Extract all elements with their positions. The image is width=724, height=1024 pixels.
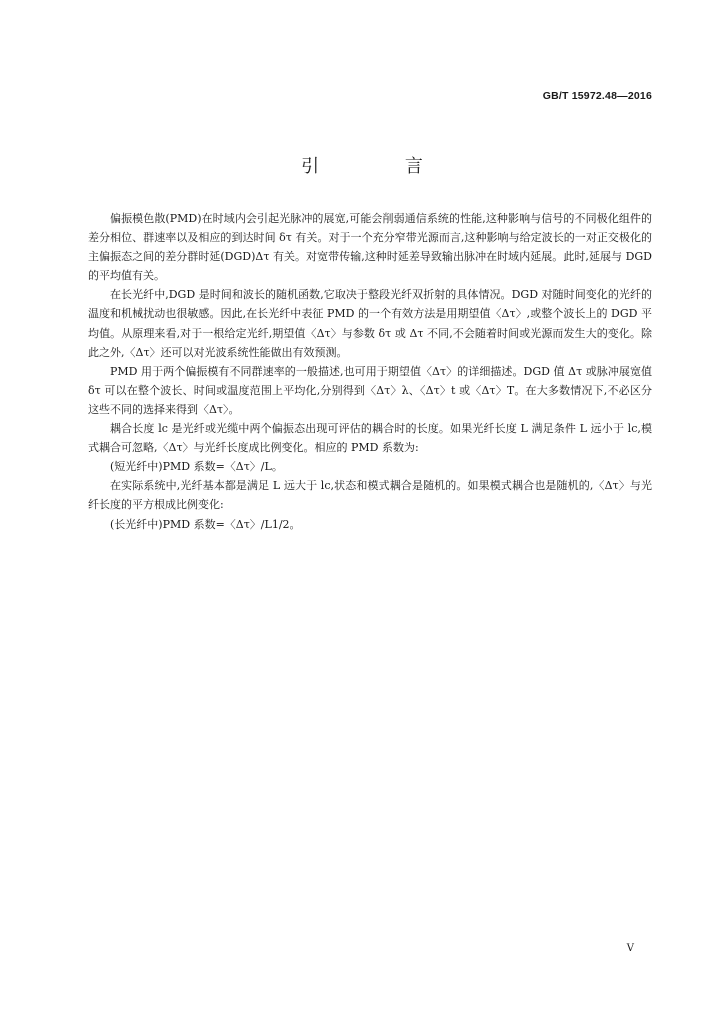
formula-short-fiber: (短光纤中)PMD 系数=〈Δτ〉/L。	[110, 460, 283, 474]
introduction-body	[88, 209, 652, 534]
paragraph-pmd-definition: 偏振模色散(PMD)在时域内会引起光脉冲的展宽,可能会削弱通信系统的性能,这种影响与信号的不同极化组件的差分相位、群速率以及相应的到达时间 δτ 有关。对于一个充分窄带光源而言,这种影响与给定波长的一对正交极化的主偏振态之间的差分群时延(DGD)Δτ 有关。对宽带传输,这种时延差导致输出脉冲在时域内延展。此时,延展与 DGD 的平均值有关。	[88, 212, 652, 283]
standard-number: GB/T 15972.48—2016	[542, 90, 652, 102]
paragraph-coupling-length: 耦合长度 lc 是光纤或光缆中两个偏振态出现可评估的耦合时的长度。如果光纤长度 L 满足条件 L 远小于 lc,模式耦合可忽略,〈Δτ〉与光纤长度成比例变化。相应的 PMD 系数为:	[88, 422, 652, 455]
page-number: V	[626, 943, 634, 954]
paragraph-long-fiber-dgd: 在长光纤中,DGD 是时间和波长的随机函数,它取决于整段光纤双折射的具体情况。DGD 对随时间变化的光纤的温度和机械扰动也很敏感。因此,在长光纤中表征 PMD 的一个有效方法是用期望值〈Δτ〉,或整个波长上的 DGD 平均值。从原理来看,对于一根给定光纤,期望值〈Δτ〉与参数 δτ 或 Δτ 不同,不会随着时间或光源而发生大的变化。除此之外,〈Δτ〉还可以对光波系统性能做出有效预测。	[88, 288, 652, 359]
paragraph-pmd-description: PMD 用于两个偏振模有不同群速率的一般描述,也可用于期望值〈Δτ〉的详细描述。DGD 值 Δτ 或脉冲展宽值 δτ 可以在整个波长、时间或温度范围上平均化,分别得到〈Δτ〉λ、〈Δτ〉t 或〈Δτ〉T。在大多数情况下,不必区分这些不同的选择来得到〈Δτ〉。	[88, 364, 652, 416]
formula-long-fiber: (长光纤中)PMD 系数=〈Δτ〉/L1/2。	[110, 517, 301, 531]
paragraph-practical-systems: 在实际系统中,光纤基本都是满足 L 远大于 lc,状态和模式耦合是随机的。如果模式耦合也是随机的,〈Δτ〉与光纤长度的平方根成比例变化:	[88, 479, 652, 512]
page-title: 引 言	[301, 156, 463, 177]
